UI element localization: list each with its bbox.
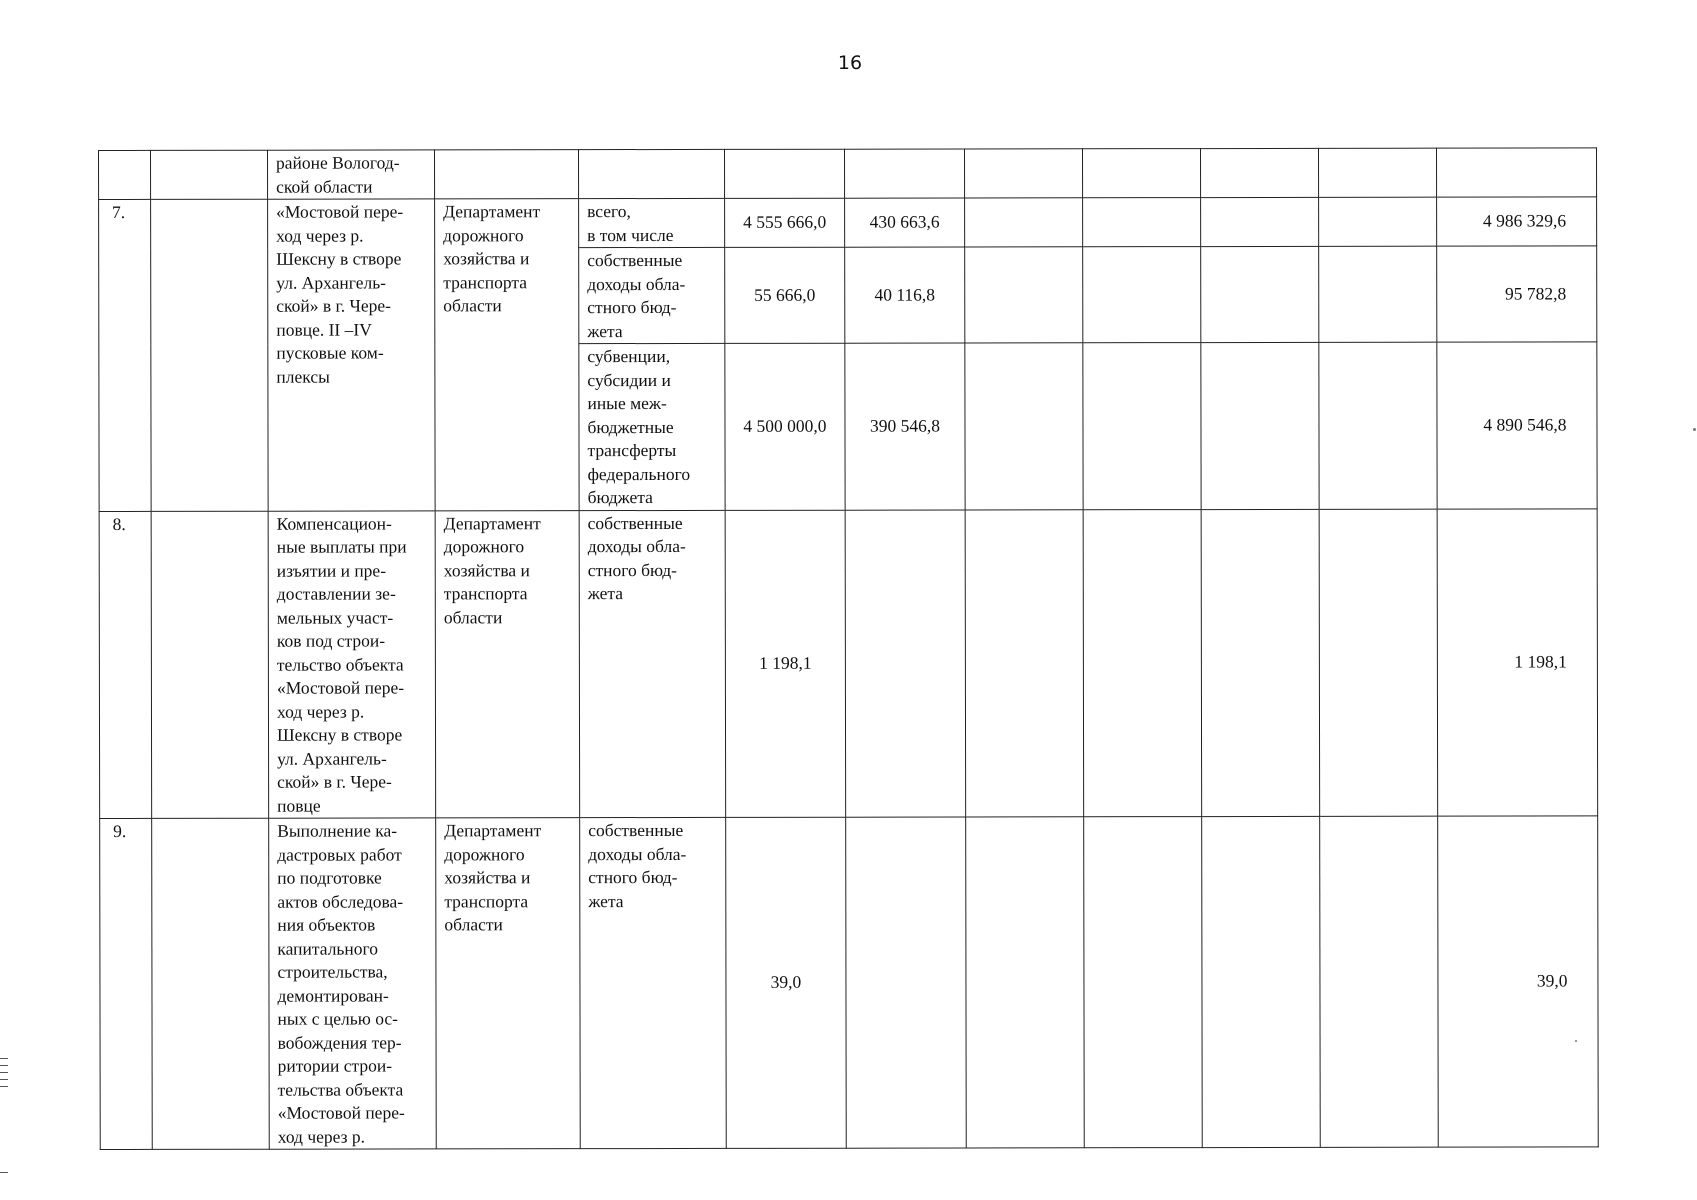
scan-mark — [0, 1065, 8, 1066]
executor-text: Департамент дорожного хозяйства и транспорта области — [443, 512, 541, 627]
total-value: 4 986 329,6 — [1482, 210, 1567, 231]
page-number: 16 — [837, 52, 863, 74]
source-text: собственные доходы обла- стного бюд- жета — [587, 512, 686, 604]
source-text: всего, в том числе — [587, 201, 674, 245]
amount-value: 1 198,1 — [759, 652, 812, 673]
amount-cell — [1319, 246, 1437, 342]
total-value: 4 890 546,8 — [1483, 414, 1567, 435]
total-cell — [1437, 342, 1597, 509]
index-cell — [99, 150, 151, 199]
total-cell — [1438, 816, 1599, 1147]
amount-value: 4 500 000,0 — [743, 415, 827, 436]
source-cell — [579, 510, 726, 818]
source-text: собственные доходы обла- стного бюд- жета — [588, 819, 687, 911]
scan-edge-marks — [0, 1058, 8, 1118]
amount-cell — [725, 247, 845, 343]
amount-cell — [1084, 817, 1203, 1148]
amount-cell — [1083, 343, 1201, 510]
amount-cell — [965, 198, 1083, 247]
object-name-text: Выполнение ка- дастровых работ по подготовке актов обследова- ния объектов капитального строительства, демонтирован- ных с целью ос- вобождения тер- ритории строи- тельства объекта «Мостовой пере- ход через р. — [277, 820, 405, 1147]
source-text: собственные доходы обла- стного бюд- жета — [587, 249, 686, 341]
code-cell — [151, 511, 269, 819]
object-name-cell — [268, 150, 435, 199]
executor-cell — [435, 150, 579, 199]
amount-cell — [966, 817, 1085, 1148]
amount-cell — [965, 247, 1083, 343]
executor-text: Департамент дорожного хозяйства и транспорта области — [443, 201, 541, 316]
executor-cell — [435, 199, 580, 511]
scan-edge-mark — [0, 1172, 8, 1173]
source-cell — [579, 149, 725, 198]
object-name-cell — [269, 818, 437, 1149]
total-value: 95 782,8 — [1504, 283, 1567, 304]
executor-text: Департамент дорожного хозяйства и транспорта области — [444, 820, 542, 935]
amount-cell — [725, 198, 845, 247]
amount-cell — [1319, 197, 1437, 246]
scan-mark — [0, 1079, 8, 1080]
amount-cell — [845, 343, 965, 510]
amount-value: 430 663,6 — [869, 211, 940, 232]
amount-cell — [1201, 197, 1319, 246]
amount-cell — [844, 149, 964, 198]
amount-value: 39,0 — [770, 972, 802, 993]
object-name-text: районе Вологод- ской области — [276, 152, 400, 197]
scan-speck — [1693, 428, 1696, 431]
budget-table — [98, 147, 1599, 1150]
scan-mark — [0, 1058, 8, 1059]
amount-cell — [1200, 148, 1318, 197]
amount-cell — [965, 343, 1083, 510]
amount-cell — [725, 510, 846, 818]
row-index — [100, 818, 153, 1149]
object-name-cell — [268, 199, 436, 511]
total-cell — [1436, 148, 1596, 197]
amount-value: 390 546,8 — [869, 415, 940, 436]
row-index-text: 7. — [112, 201, 126, 222]
object-name-text: «Мостовой пере- ход через р. Шексну в створе ул. Архангель- ской» в г. Чере- повце. II –IV пусковые ком- плексы — [276, 201, 404, 387]
row-index-text: 8. — [112, 513, 126, 534]
amount-cell — [726, 817, 847, 1148]
total-cell — [1437, 246, 1597, 342]
row-index — [99, 511, 152, 819]
code-cell — [151, 150, 268, 199]
amount-cell — [1083, 509, 1202, 817]
code-cell — [152, 818, 270, 1149]
scan-mark — [0, 1086, 8, 1087]
amount-cell — [964, 149, 1082, 198]
amount-cell — [846, 817, 967, 1148]
code-cell — [151, 199, 269, 511]
source-cell — [579, 343, 725, 510]
source-text: субвенции, субсидии и иные меж- бюджетные трансферты федерального бюджета — [587, 346, 691, 508]
amount-value: 55 666,0 — [754, 284, 816, 305]
object-name-cell — [268, 510, 436, 818]
amount-value: 4 555 666,0 — [743, 211, 827, 233]
scan-speck — [1575, 1040, 1577, 1042]
amount-cell — [845, 509, 966, 817]
row-index — [99, 199, 152, 511]
table-row-7-total — [99, 197, 1597, 249]
amount-cell — [845, 247, 965, 343]
amount-cell — [845, 198, 965, 247]
total-value: 39,0 — [1536, 970, 1568, 991]
amount-cell — [724, 149, 844, 198]
amount-cell — [1201, 342, 1319, 509]
amount-cell — [1320, 816, 1439, 1147]
amount-cell — [1318, 148, 1436, 197]
amount-cell — [1083, 247, 1201, 343]
executor-cell — [436, 818, 581, 1149]
amount-value: 40 116,8 — [874, 284, 936, 305]
amount-cell — [1319, 509, 1438, 817]
total-value: 1 198,1 — [1514, 651, 1567, 672]
source-cell — [579, 247, 725, 343]
amount-cell — [725, 343, 845, 510]
row-index-text: 9. — [113, 820, 127, 841]
amount-cell — [1319, 342, 1437, 509]
amount-cell — [1083, 198, 1201, 247]
total-cell — [1437, 197, 1597, 246]
table-row-9 — [100, 816, 1599, 1150]
source-cell — [580, 817, 727, 1148]
object-name-text: Компенсацион- ные выплаты при изъятии и пре- доставлении зе- мельных участ- ков под строи- тельство объекта «Мостовой пере- ход через р. Шексну в створе ул. Архангель- ской» в г. Чере- повце — [276, 512, 407, 816]
amount-cell — [1202, 816, 1321, 1147]
amount-cell — [1082, 149, 1200, 198]
scan-mark — [0, 1072, 8, 1073]
amount-cell — [965, 509, 1084, 817]
table-row-8 — [99, 508, 1598, 818]
total-cell — [1437, 508, 1598, 816]
table-row-continuation — [99, 148, 1597, 200]
amount-cell — [1201, 509, 1320, 817]
amount-cell — [1201, 246, 1319, 342]
source-cell — [579, 198, 725, 247]
executor-cell — [435, 510, 580, 818]
